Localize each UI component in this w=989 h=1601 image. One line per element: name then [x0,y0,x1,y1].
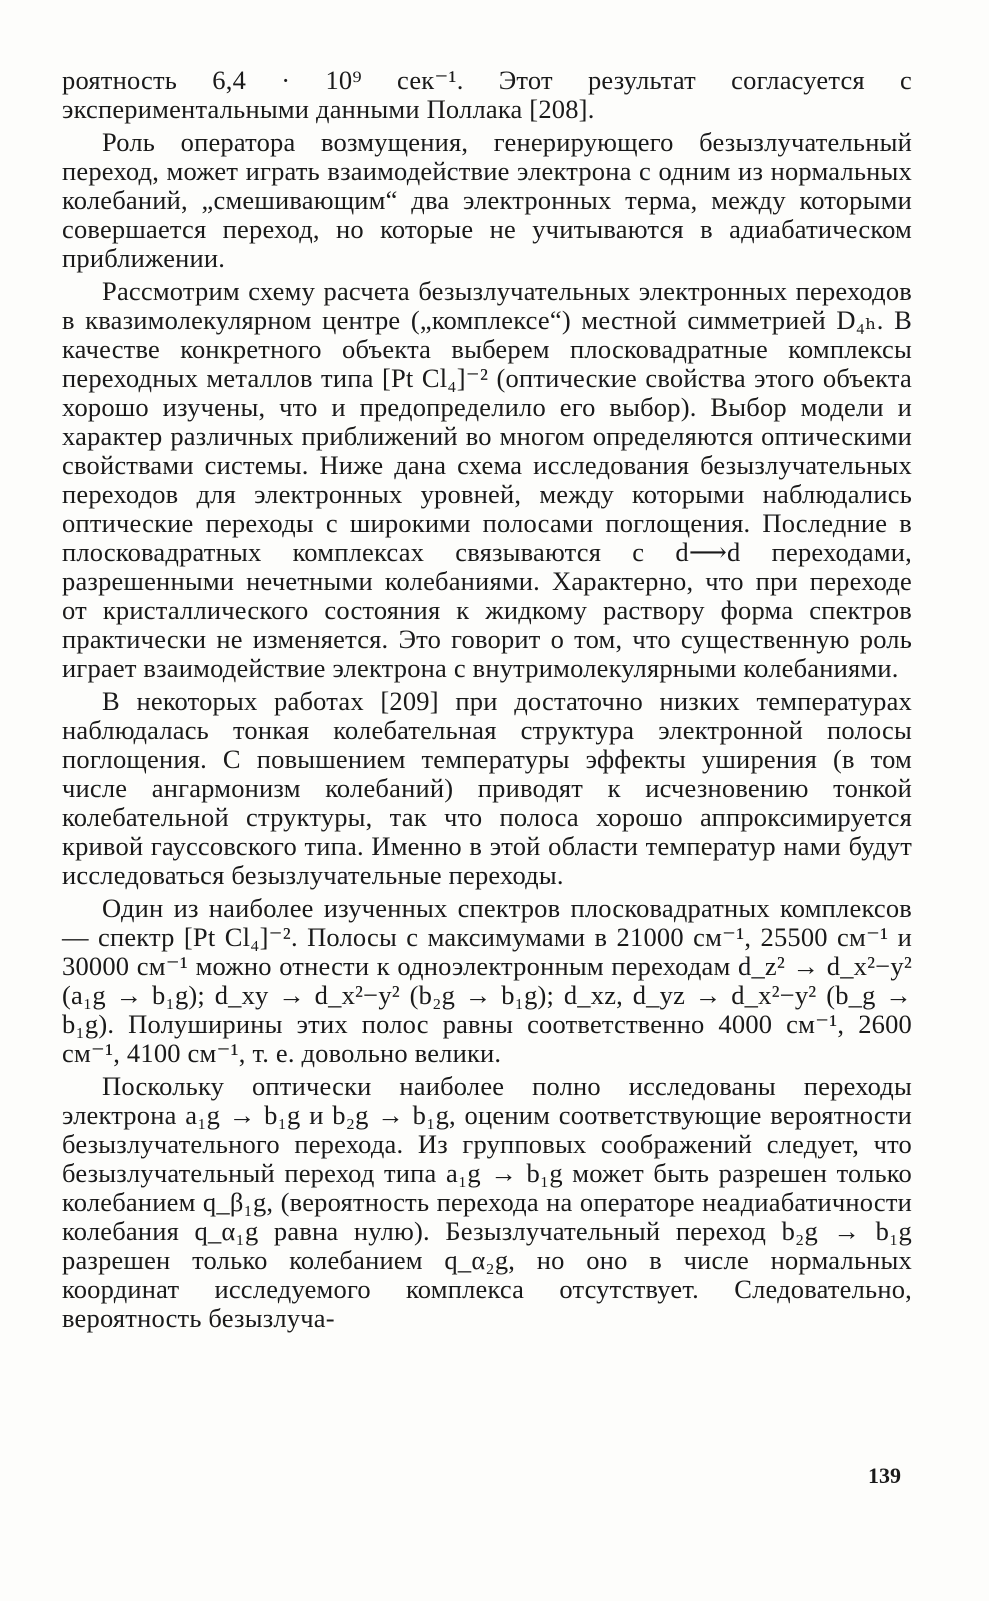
paragraph-3: Рассмотрим схему расчета безызлучательных электронных переходов в квазимолекулярном центре („комплексе“) местной симметрией D₄ₕ. В качестве конкретного объекта выберем плосковадратные комплексы переходных металлов типа [Pt Cl₄]⁻² (оптические свойства этого объекта хорошо изучены, что и предопределило его выбор). Выбор модели и характер различных приближений во многом определяются оптическими свойствами системы. Ниже дана схема исследования безызлучательных переходов для электронных уровней, между которыми наблюдались оптические переходы с широкими полосами поглощения. Последние в плосковадратных комплексах связываются с d⟶d переходами, разрешенными нечетными колебаниями. Характерно, что при переходе от кристаллического состояния к жидкому раствору форма спектров практически не изменяется. Это говорит о том, что существенную роль играет взаимодействие электрона с внутримолекулярными колебаниями. [62,276,912,683]
paragraph-2: Роль оператора возмущения, генерирующего безызлучательный переход, может играть взаимодействие электрона с одним из нормальных колебаний, „смешивающим“ два электронных терма, между которыми совершается переход, но которые не учитываются в адиабатическом приближении. [62,127,912,273]
paragraph-1: роятность 6,4 · 10⁹ сек⁻¹. Этот результат согласуется с экспериментальными данными Поллака [208]. [62,65,912,124]
paragraph-4: В некоторых работах [209] при достаточно низких температурах наблюдалась тонкая колебательная структура электронной полосы поглощения. С повышением температуры эффекты уширения (в том числе ангармонизм колебаний) приводят к исчезновению тонкой колебательной структуры, так что полоса хорошо аппроксимируется кривой гауссовского типа. Именно в этой области температур нами будут исследоваться безызлучательные переходы. [62,686,912,890]
page-number: 139 [868,1463,901,1488]
body-text [62,66,912,1333]
paragraph-5: Один из наиболее изученных спектров плосковадратных комплексов — спектр [Pt Cl₄]⁻². Полосы с максимумами в 21000 см⁻¹, 25500 см⁻¹ и 30000 см⁻¹ можно отнести к одноэлектронным переходам d_z² → d_x²−y² (a₁g → b₁g); d_xy → d_x²−y² (b₂g → b₁g); d_xz, d_yz → d_x²−y² (b_g → b₁g). Полуширины этих полос равны соответственно 4000 см⁻¹, 2600 см⁻¹, 4100 см⁻¹, т. е. довольно велики. [62,893,912,1068]
paragraph-6: Поскольку оптически наиболее полно исследованы переходы электрона a₁g → b₁g и b₂g → b₁g, оценим соответствующие вероятности безызлучательного перехода. Из групповых соображений следует, что безызлучательный переход типа a₁g → b₁g может быть разрешен только колебанием q_β₁g, (вероятность перехода на операторе неадиабатичности колебания q_α₁g равна нулю). Безызлучательный переход b₂g → b₁g разрешен только колебанием q_α₂g, но оно в числе нормальных координат исследуемого комплекса отсутствует. Следовательно, вероятность безызлуча- [62,1071,912,1333]
